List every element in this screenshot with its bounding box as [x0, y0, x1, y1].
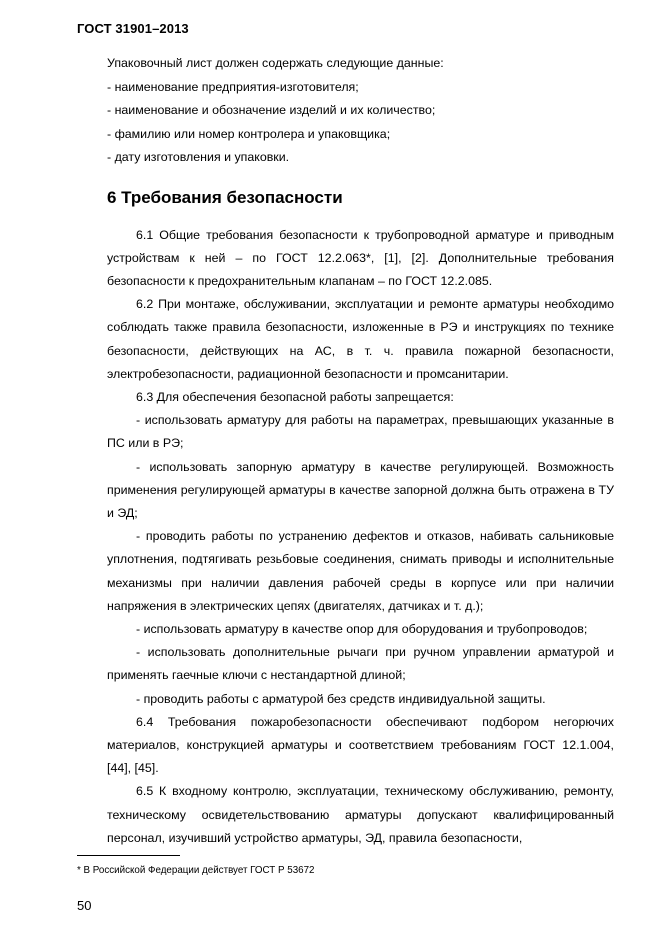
section-title: 6 Требования безопасности [107, 187, 343, 207]
packing-list-item: - наименование предприятия-изготовителя; [107, 79, 359, 94]
footnote: * В Российской Федерации действует ГОСТ Р 53672 [77, 865, 315, 876]
prohibition-item: - использовать арматуру в качестве опор для оборудования и трубопроводов; [136, 621, 588, 636]
prohibition-item: - использовать запорную арматуру в качестве регулирующей. Возможность применения регулирующей арматуры в качестве запорной должна быть отражена в ТУ и ЭД; [107, 459, 614, 520]
paragraph-6-1: 6.1 Общие требования безопасности к трубопроводной арматуре и приводным устройствам к ней – по ГОСТ 12.2.063*, [1], [2]. Дополнительные требования безопасности к предохранительным клапанам – по ГОСТ 12.2.085. [107, 227, 614, 288]
page-number: 50 [77, 898, 92, 913]
paragraph-6-5: 6.5 К входному контролю, эксплуатации, техническому обслуживанию, ремонту, техническому освидетельствованию арматуры допускают квалифицированный персонал, изучивший устройство арматуры, ЭД, правила безопасности, [107, 784, 614, 845]
page-content [107, 52, 614, 850]
paragraph-6-4: 6.4 Требования пожаробезопасности обеспечивают подбором негорючих материалов, конструкцией арматуры и соответствием требованиям ГОСТ 12.1.004, [44], [45]. [107, 714, 614, 776]
packing-list-intro: Упаковочный лист должен содержать следующие данные: [107, 56, 444, 70]
packing-list-item: - дату изготовления и упаковки. [107, 150, 290, 164]
prohibition-item: - использовать дополнительные рычаги при ручном управлении арматурой и применять гаечные ключи с нестандартной длиной; [107, 645, 614, 683]
packing-list-item: - наименование и обозначение изделий и их количество; [107, 103, 436, 117]
packing-list-item: - фамилию или номер контролера и упаковщика; [107, 126, 391, 141]
paragraph-6-2: 6.2 При монтаже, обслуживании, эксплуатации и ремонте арматуры необходимо соблюдать также правила безопасности, изложенные в РЭ и инструкциях по технике безопасности, действующих на АС, в т. ч. правила пожарной безопасности, электробезопасности, радиационной безопасности и промсанитарии. [107, 297, 614, 381]
document-header: ГОСТ 31901–2013 [77, 21, 189, 36]
prohibition-item: - использовать арматуру для работы на параметрах, превышающих указанные в ПС или в РЭ; [107, 413, 614, 451]
footnote-divider [77, 855, 180, 856]
section-body [107, 224, 614, 850]
prohibition-item: - проводить работы по устранению дефектов и отказов, набивать сальниковые уплотнения, подтягивать резьбовые соединения, снимать приводы и исполнительные механизмы при наличии давления рабочей среды в корпусе или при наличии напряжения в электрических цепях (двигателях, датчиках и т. д.); [107, 529, 614, 613]
paragraph-6-3: 6.3 Для обеспечения безопасной работы запрещается: [136, 389, 454, 404]
prohibition-item: - проводить работы с арматурой без средств индивидуальной защиты. [136, 691, 546, 706]
